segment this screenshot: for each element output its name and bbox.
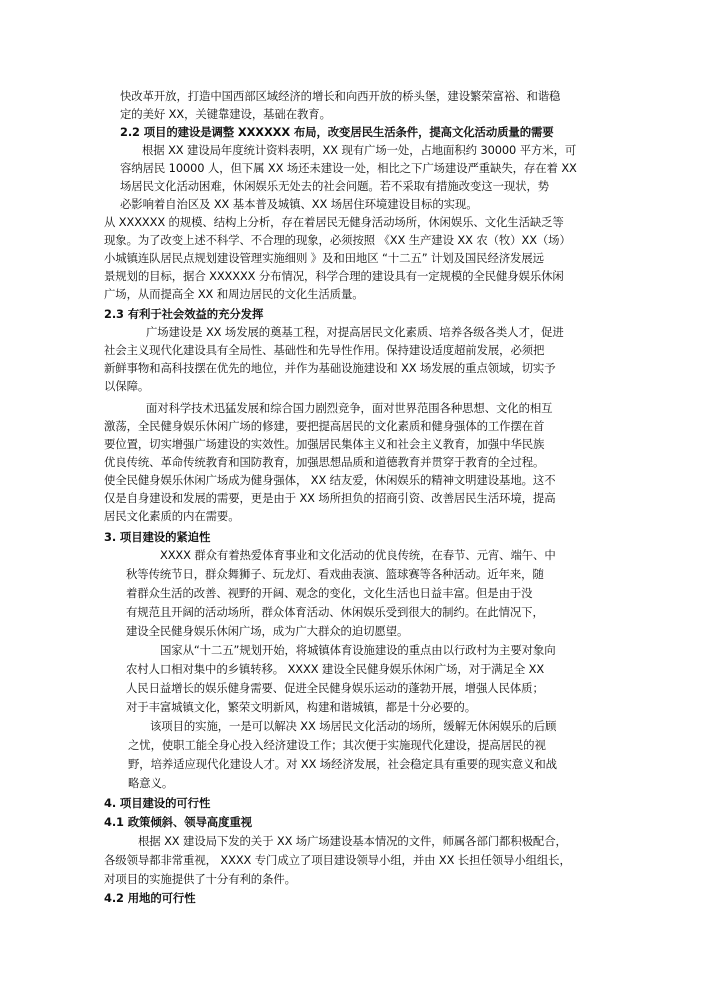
- text-line: 对于丰富城镇文化，繁荣文明新风，构建和谐城镇，都是十分必要的。: [126, 700, 477, 714]
- text-line: 激荡，全民健身娱乐休闲广场的修建，要把提高居民的文化素质和健身强体的工作摆在首: [104, 419, 545, 433]
- text-line: 有规范且开阔的活动场所，群众体育活动、休闲娱乐受到很大的制约。在此情况下，: [126, 605, 544, 619]
- text-line: 农村人口相对集中的乡镇转移。 XXXX 建设全民健身娱乐休闲广场，对于满足全 XX: [126, 662, 545, 676]
- text-line: 国家从“十二五”规划开始，将城镇体育设施建设的重点由以行政村为主要对象向: [160, 643, 556, 657]
- text-line: XXXX 群众有着热爱体育事业和文化活动的优良传统，在春节、元宵、端午、中: [160, 548, 556, 562]
- text-line: 容纳居民 10000 人，但下属 XX 场还未建设一处，相比之下广场建设严重缺失，存在着 XX: [120, 161, 577, 175]
- text-line: 根据 XX 建设局年度统计资料表明，XX 现有广场一处，占地面积约 30000 平方米，可: [142, 143, 577, 157]
- text-line: 以保障。: [104, 379, 150, 393]
- text-line: 定的美好 XX，关键靠建设，基础在教育。: [120, 107, 331, 121]
- text-line: 野，培养适应现代化建设人才。对 XX 场经济发展，社会稳定具有重要的现实意义和战: [128, 757, 557, 771]
- text-line: 之忧，使职工能全身心投入经济建设工作；其次便于实施现代化建设，提高居民的视: [128, 738, 546, 752]
- section-heading-2-3: 2.3 有利于社会效益的充分发挥: [104, 307, 264, 321]
- text-line: 面对科学技术迅猛发展和综合国力剧烈竞争，面对世界范围各种思想、文化的相互: [146, 401, 553, 415]
- text-line: 现象。为了改变上述不科学、不合理的现象，必须按照 《XX 生产建设 XX 农（牧）XX（场）: [104, 233, 571, 247]
- text-line: 优良传统、革命传统教育和国防教育，加强思想品质和道德教育并贯穿于教育的全过程。: [104, 455, 545, 469]
- text-line: 各级领导都非常重视， XXXX 专门成立了项目建设领导小组，并由 XX 长担任领导小组组长，: [104, 853, 571, 867]
- text-line: 秋等传统节日，群众舞狮子、玩龙灯、看戏曲表演、篮球赛等各种活动。近年来，随: [126, 567, 544, 581]
- text-line: 新鲜事物和高科技摆在优先的地位，并作为基础设施建设和 XX 场发展的重点领域，切实予: [104, 361, 556, 375]
- text-line: 从 XXXXXX 的规模、结构上分析，存在着居民无健身活动场所，休闲娱乐、文化生活缺乏等: [104, 215, 564, 229]
- section-heading-3: 3. 项目建设的紧迫性: [104, 530, 211, 544]
- text-line: 场居民文化活动困难，休闲娱乐无处去的社会问题。若不采取有措施改变这一现状，势: [120, 179, 550, 193]
- text-line: 广场，从而提高全 XX 和周边居民的文化生活质量。: [104, 287, 364, 301]
- text-line: 居民文化素质的内在需要。: [104, 509, 240, 523]
- text-line: 快改革开放，打造中国西部区域经济的增长和向西开放的桥头堡，建设繁荣富裕、和谐稳: [120, 89, 561, 103]
- section-heading-4-1: 4.1 政策倾斜、领导高度重视: [104, 815, 252, 829]
- text-line: 对项目的实施提供了十分有利的条件。: [104, 872, 296, 886]
- text-line: 小城镇连队居民点规划建设管理实施细则 》及和田地区 “十二五” 计划及国民经济发展远: [104, 251, 544, 265]
- text-line: 略意义。: [128, 776, 174, 790]
- text-line: 景规划的目标，据合 XXXXXX 分布情况，科学合理的建设具有一定规模的全民健身娱乐休闲: [104, 269, 564, 283]
- text-line: 人民日益增长的娱乐健身需要、促进全民健身娱乐运动的蓬勃开展，增强人民体质；: [126, 681, 544, 695]
- section-heading-4: 4. 项目建设的可行性: [104, 796, 211, 810]
- text-line: 建设全民健身娱乐休闲广场，成为广大群众的迫切愿望。: [126, 624, 409, 638]
- text-line: 要位置，切实增强广场建设的实效性。加强居民集体主义和社会主义教育，加强中华民族: [104, 437, 545, 451]
- text-line: 广场建设是 XX 场发展的奠基工程，对提高居民文化素质、培养各级各类人才，促进: [146, 325, 564, 339]
- text-line: 着群众生活的改善、视野的开阔、观念的变化，文化生活也日益丰富。但是由于没: [126, 586, 533, 600]
- text-line: 该项目的实施，一是可以解决 XX 场居民文化活动的场所，缓解无休闲娱乐的后顾: [150, 719, 557, 733]
- text-line: 根据 XX 建设局下发的关于 XX 场广场建设基本情况的文件，师属各部门都积极配合，: [138, 834, 567, 848]
- section-heading-2-2: 2.2 项目的建设是调整 XXXXXX 布局，改变居民生活条件，提高文化活动质量的需要: [120, 125, 554, 139]
- section-heading-4-2: 4.2 用地的可行性: [104, 891, 196, 905]
- text-line: 使全民健身娱乐休闲广场成为健身强体， XX 结友爱，休闲娱乐的精神文明建设基地。这不: [104, 473, 556, 487]
- text-line: 仅是自身建设和发展的需要，更是由于 XX 场所担负的招商引资、改善居民生活环境，提高: [104, 491, 556, 505]
- text-line: 必影响着自治区及 XX 基本普及城镇、XX 场居住环境建设目标的实现。: [120, 197, 478, 211]
- text-line: 社会主义现代化建设具有全局性、基础性和先导性作用。保持建设适度超前发展，必须把: [104, 343, 545, 357]
